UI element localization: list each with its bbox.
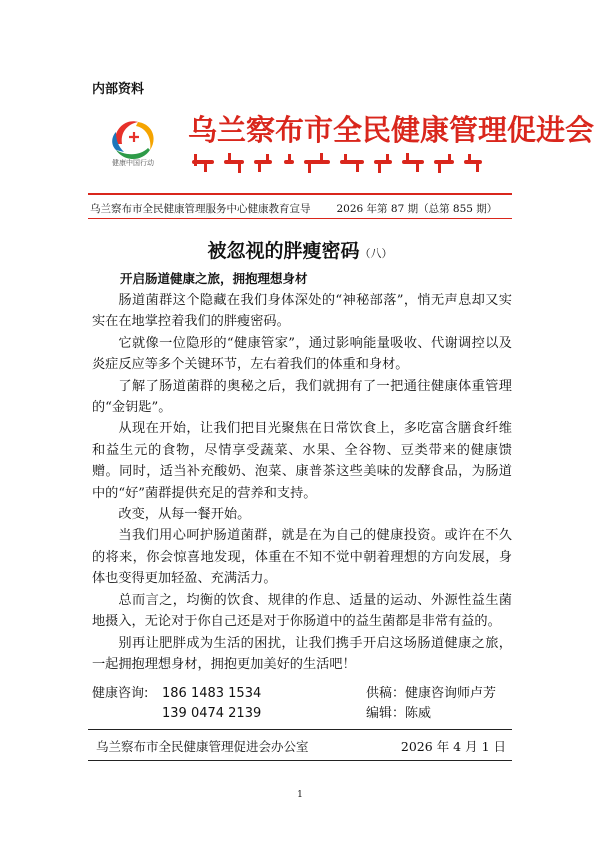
footer-divider-bottom <box>88 760 512 761</box>
footer-divider-top <box>88 729 512 730</box>
article-body <box>92 290 512 675</box>
paragraph: 它就像一位隐形的“健康管家”，通过影响能量吸收、代谢调控以及炎症反应等多个关键环节，左右着我们的体重和身材。 <box>92 335 512 373</box>
paragraph: 了解了肠道菌群的奥秘之后，我们就拥有了一把通往健康体重管理的“金钥匙”。 <box>92 378 512 416</box>
organization-title: 乌兰察布市全民健康管理促进会 <box>188 113 595 147</box>
contact-phone-1: 186 1483 1534 <box>162 686 262 701</box>
article-title-text: 被忽视的胖瘦密码 <box>207 240 360 262</box>
paragraph: 总而言之，均衡的饮食、规律的作息、适量的运动、外源性益生菌地摄入，无论对于你自己还是对于你肠道中的益生菌都是非常有益的。 <box>92 592 512 630</box>
issue-line <box>90 201 497 216</box>
header-divider-thick <box>88 193 512 195</box>
contact-phone-2: 139 0474 2139 <box>162 706 262 721</box>
article-title-suffix: （八） <box>359 247 393 260</box>
footer-office: 乌兰察布市全民健康管理促进会办公室 <box>96 739 309 754</box>
paragraph: 别再让肥胖成为生活的困扰，让我们携手开启这场肠道健康之旅，一起拥抱理想身材，拥抱更加美好的生活吧！ <box>92 635 512 672</box>
article-subheading: 开启肠道健康之旅，拥抱理想身材 <box>120 271 308 286</box>
page-number: 1 <box>297 790 303 800</box>
internal-label: 内部资料 <box>92 82 145 97</box>
header-divider-thin <box>88 218 512 219</box>
paragraph: 当我们用心呵护肠道菌群，就是在为自己的健康投资。或许在不久的将来，你会惊喜地发现，体重在不知不觉中朝着理想的方向发展，身体也变得更加轻盈、充满活力。 <box>92 528 512 587</box>
article-title <box>0 236 600 263</box>
contact-label: 健康咨询: <box>92 686 149 701</box>
contact-block <box>92 684 522 724</box>
issue-number: 2026 年第 87 期（总第 855 期） <box>336 203 498 215</box>
paragraph: 肠道菌群这个隐藏在我们身体深处的“神秘部落”，悄无声息却又实实在在地掌控着我们的胖瘦密码。 <box>92 293 512 330</box>
contributor: 供稿：健康咨询师卢芳 <box>366 686 497 701</box>
paragraph: 从现在开始，让我们把目光聚焦在日常饮食上，多吃富含膳食纤维和益生元的食物，尽情享受蔬菜、水果、全谷物、豆类带来的健康馈赠。同时，适当补充酸奶、泡菜、康普茶这些美味的发酵食品，为肠道中的“好”菌群提供充足的营养和支持。 <box>92 421 512 501</box>
logo-caption: 健康中国行动 <box>112 159 154 167</box>
paragraph: 改变，从每一餐开始。 <box>118 507 251 523</box>
mongolian-script-title <box>188 150 488 176</box>
footer-date: 2026 年 4 月 1 日 <box>400 739 506 754</box>
editor: 编辑：陈威 <box>366 706 432 721</box>
issue-publisher: 乌兰察布市全民健康管理服务中心健康教育宣导 <box>90 203 311 215</box>
footer <box>96 737 506 755</box>
